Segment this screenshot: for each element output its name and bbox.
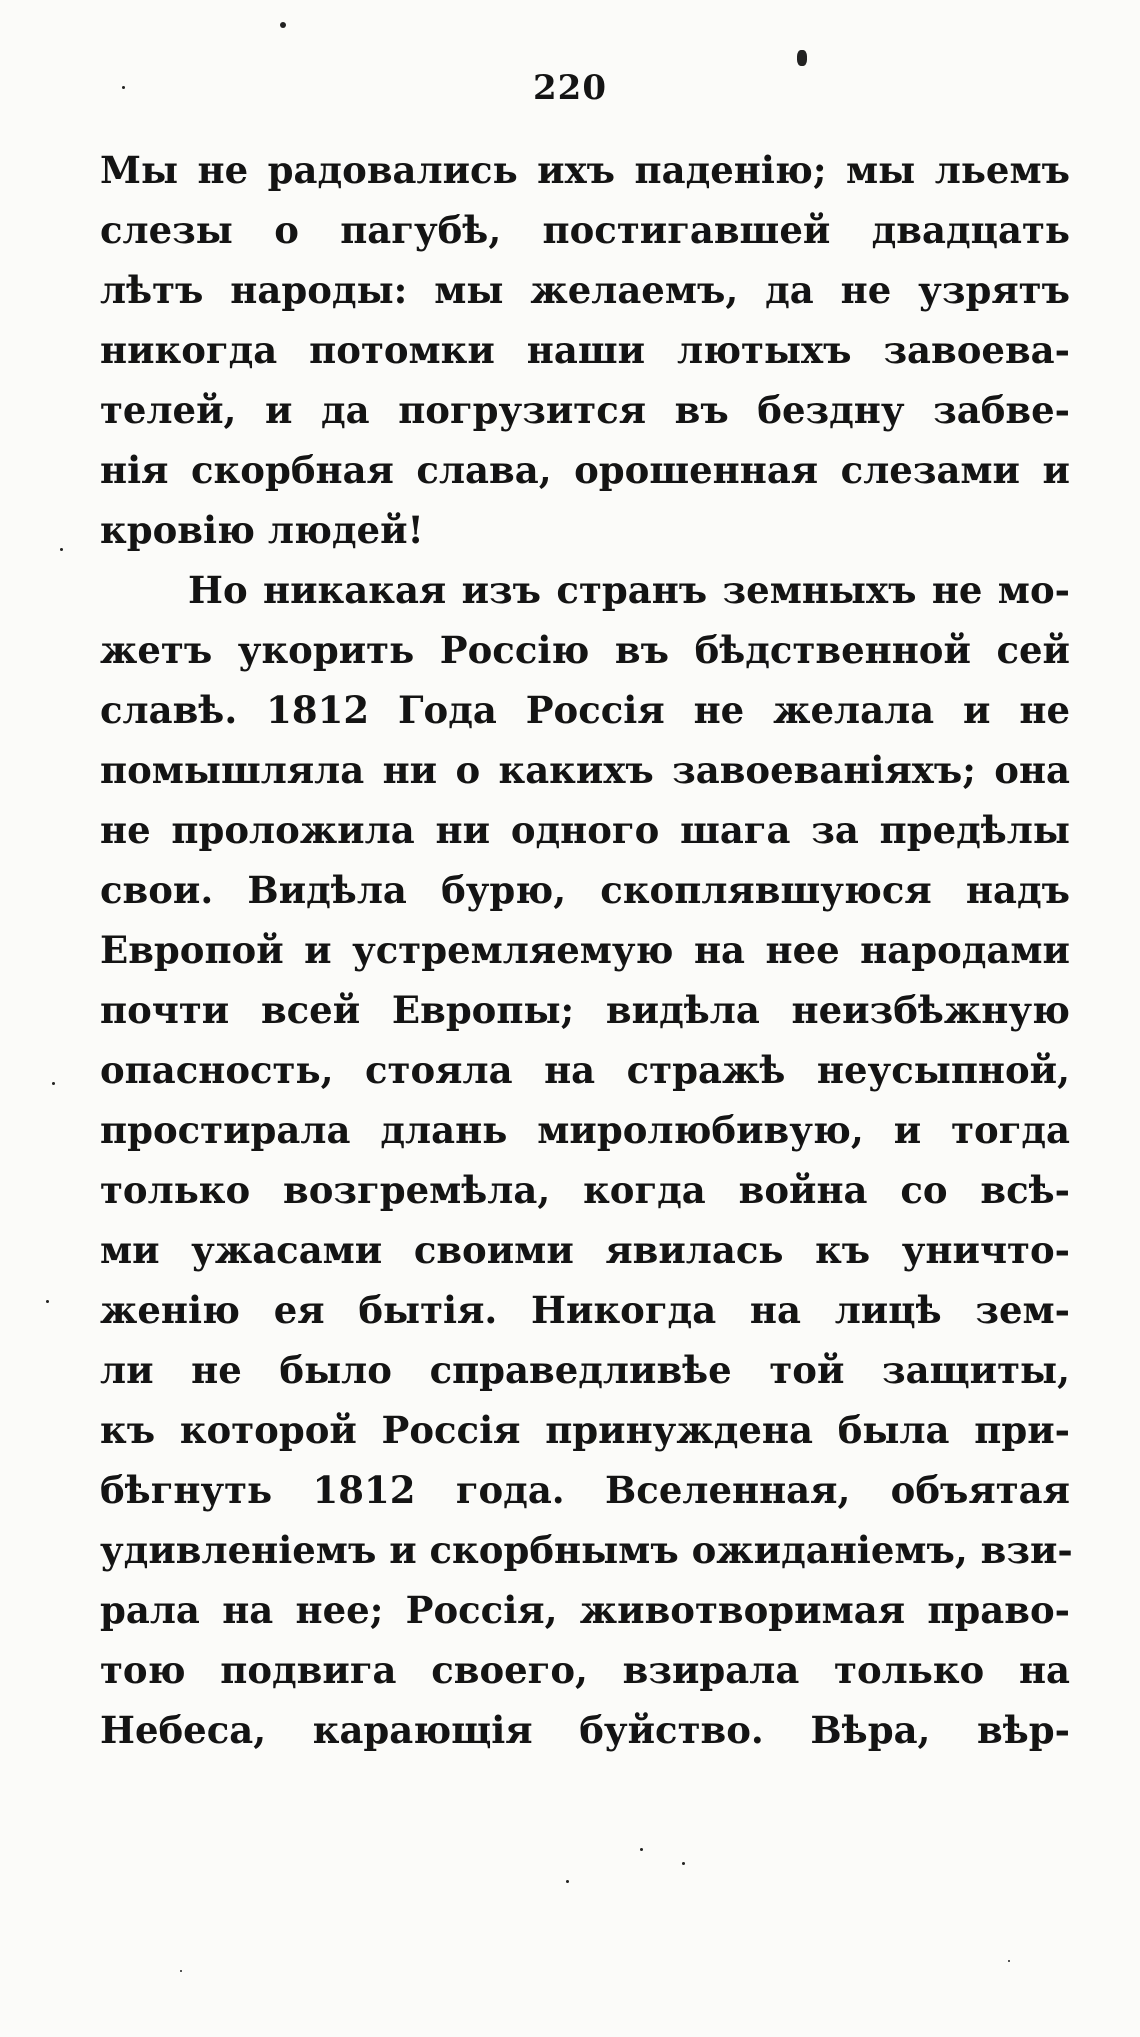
scan-speck — [46, 1300, 49, 1303]
page-number: 220 — [533, 68, 607, 108]
scan-speck — [280, 22, 286, 28]
text-line: ли не было справедливѣе той защиты, — [100, 1348, 1070, 1392]
text-line: кровію людей! — [100, 508, 424, 552]
text-line: Но никакая изъ странъ земныхъ не мо- — [188, 568, 1070, 612]
text-line: не проложила ни одного шага за предѣлы — [100, 808, 1070, 852]
text-line: тою подвига своего, взирала только на — [100, 1648, 1070, 1692]
scan-speck — [640, 1848, 643, 1851]
text-line: Европой и устремляемую на нее народами — [100, 928, 1070, 972]
text-line: лѣтъ народы: мы желаемъ, да не узрятъ — [100, 268, 1070, 312]
text-line: нія скорбная слава, орошенная слезами и — [100, 448, 1070, 492]
text-line: помышляла ни о какихъ завоеваніяхъ; она — [100, 748, 1070, 792]
text-line: никогда потомки наши лютыхъ завоева- — [100, 328, 1070, 372]
text-line: телей, и да погрузится въ бездну забве- — [100, 388, 1070, 432]
text-line: почти всей Европы; видѣла неизбѣжную — [100, 988, 1070, 1032]
text-line: только возгремѣла, когда война со всѣ- — [100, 1168, 1070, 1212]
text-line: бѣгнуть 1812 года. Вселенная, объятая — [100, 1468, 1070, 1512]
text-line: ми ужасами своими явилась къ уничто- — [100, 1228, 1070, 1272]
scan-speck — [566, 1880, 569, 1883]
scan-speck — [797, 50, 807, 66]
scan-speck — [52, 1082, 55, 1085]
text-line: свои. Видѣла бурю, скоплявшуюся надъ — [100, 868, 1070, 912]
scan-speck — [180, 1970, 182, 1972]
scan-speck — [122, 86, 125, 89]
text-line: удивленіемъ и скорбнымъ ожиданіемъ, взи- — [100, 1528, 1073, 1572]
text-line: Небеса, карающія буйство. Вѣра, вѣр- — [100, 1708, 1070, 1752]
text-line: рала на нее; Россія, животворимая право- — [100, 1588, 1070, 1632]
text-line: женію ея бытія. Никогда на лицѣ зем- — [100, 1288, 1070, 1332]
text-line: жетъ укорить Россію въ бѣдственной сей — [100, 628, 1070, 672]
text-line: опасность, стояла на стражѣ неусыпной, — [100, 1048, 1070, 1092]
text-line: Мы не радовались ихъ паденію; мы льемъ — [100, 148, 1070, 192]
text-line: славѣ. 1812 Года Россія не желала и не — [100, 688, 1070, 732]
scan-speck — [60, 548, 63, 551]
body-text — [100, 140, 1073, 1760]
scan-speck — [1008, 1960, 1010, 1962]
text-line: слезы о пагубѣ, постигавшей двадцать — [100, 208, 1070, 252]
text-line: къ которой Россія принуждена была при- — [100, 1408, 1070, 1452]
text-line: простирала длань миролюбивую, и тогда — [100, 1108, 1070, 1152]
scan-speck — [682, 1862, 685, 1865]
